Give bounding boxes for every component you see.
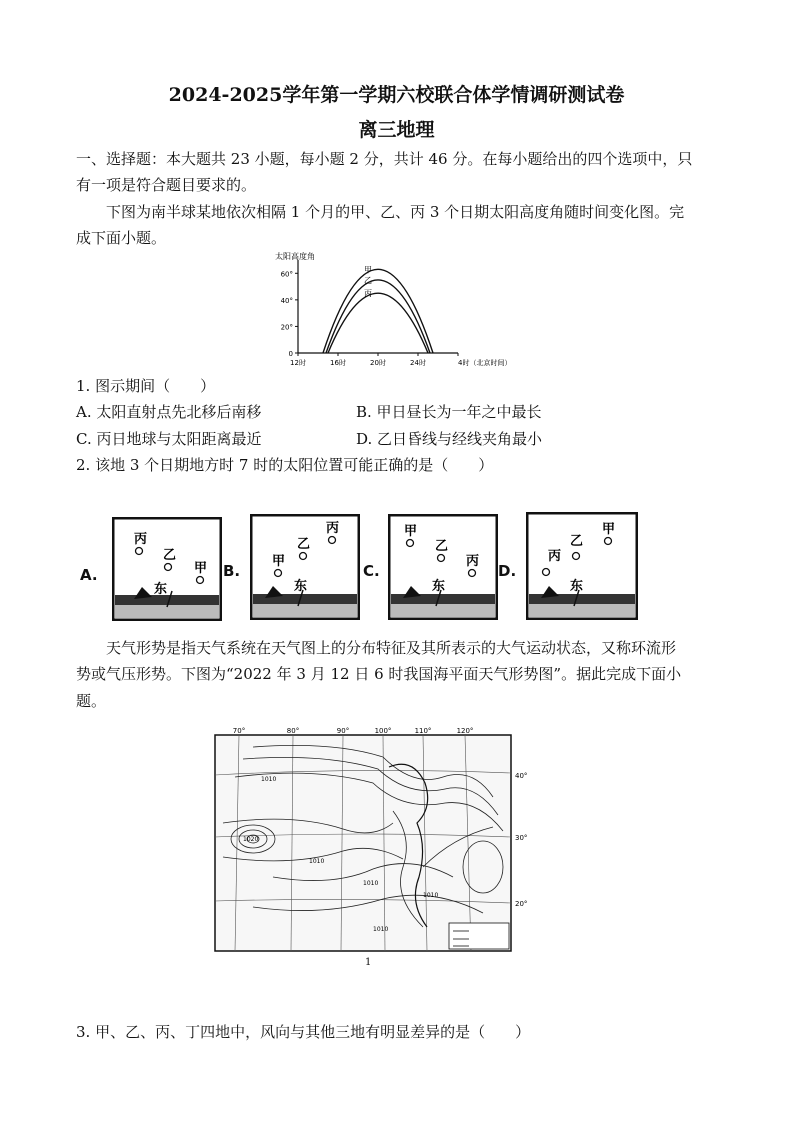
exam-title: 2024-2025学年第一学期六校联合体学情调研测试卷 [168, 84, 625, 106]
isobar-label: 1010 [309, 858, 325, 865]
series-label: 丙 [364, 289, 372, 299]
isobar-label: 1010 [261, 776, 277, 783]
series-line-1 [323, 269, 433, 353]
x-tick-label: 4时（北京时间） [458, 359, 512, 367]
sun-label: 丙 [466, 554, 480, 569]
q1-option-b[interactable]: B. 甲日昼长为一年之中最长 [356, 403, 542, 421]
y-tick-label: 0 [288, 350, 293, 358]
series-label: 甲 [364, 265, 372, 275]
exam-subtitle: 离三地理 [358, 119, 435, 141]
isobar-label: 1010 [423, 892, 439, 899]
east-label: 东 [432, 579, 446, 594]
y-tick-label: 40° [280, 296, 293, 305]
y-tick-label: 20° [280, 323, 293, 332]
east-label: 东 [154, 582, 168, 597]
q2-option-b-panel[interactable] [250, 514, 360, 620]
latitude-label: 40° [515, 772, 528, 780]
latitude-label: 20° [515, 900, 528, 908]
section2-para-line3: 题。 [76, 692, 107, 710]
q2-stem: 2. 该地 3 个日期地方时 7 时的太阳位置可能正确的是（ ） [76, 456, 494, 474]
longitude-label: 80° [286, 727, 300, 735]
sun-label: 丙 [326, 521, 340, 536]
q1-stem: 1. 图示期间（ ） [76, 377, 216, 395]
east-label: 东 [294, 579, 308, 594]
q2-option-d-panel[interactable] [526, 512, 638, 620]
y-tick-label: 60° [280, 270, 293, 279]
longitude-label: 120° [456, 727, 474, 735]
longitude-label: 100° [374, 727, 392, 735]
q2-option-d-letter[interactable]: D. [498, 562, 517, 580]
sun-label: 甲 [194, 561, 208, 576]
latitude-label: 30° [515, 834, 528, 842]
series-line-2 [326, 280, 430, 353]
q1-option-c[interactable]: C. 丙日地球与太阳距离最近 [76, 430, 262, 448]
q2-option-b-letter[interactable]: B. [223, 562, 241, 580]
sun-label: 乙 [163, 548, 177, 563]
sun-label: 乙 [435, 539, 449, 554]
q1-option-d[interactable]: D. 乙日昏线与经线夹角最小 [356, 430, 543, 448]
longitude-label: 110° [414, 727, 432, 735]
sun-altitude-chart [270, 248, 530, 370]
q2-option-a-panel[interactable] [112, 517, 222, 621]
q3-stem: 3. 甲、乙、丙、丁四地中，风向与其他三地有明显差异的是（ ） [76, 1023, 531, 1041]
sun-label: 丙 [548, 549, 562, 564]
sun-label: 甲 [602, 522, 616, 537]
q2-option-a-letter[interactable]: A. [80, 566, 98, 584]
x-tick-label: 12时 [290, 359, 306, 367]
sun-label: 丙 [134, 532, 148, 547]
sun-label: 甲 [272, 554, 286, 569]
isobar-label: 1020 [243, 836, 259, 843]
sun-label: 乙 [570, 534, 584, 549]
chart-ylabel: 太阳高度角 [275, 252, 315, 261]
section1-intro-line2: 有一项是符合题目要求的。 [76, 176, 257, 194]
longitude-label: 90° [336, 727, 350, 735]
series-label: 乙 [364, 275, 372, 285]
isobar-label: 1010 [363, 880, 379, 887]
q1-option-a[interactable]: A. 太阳直射点先北移后南移 [76, 403, 262, 421]
east-label: 东 [570, 579, 584, 594]
weather-map [213, 727, 543, 955]
sun-label: 乙 [297, 537, 311, 552]
sun-label: 甲 [404, 524, 418, 539]
section2-para-line1: 天气形势是指天气系统在天气图上的分布特征及其所表示的大气运动状态，又称环流形 [106, 639, 677, 657]
x-tick-label: 16时 [330, 359, 346, 367]
x-tick-label: 24时 [410, 359, 426, 367]
page-mark: 1 [365, 957, 372, 968]
q2-option-c-letter[interactable]: C. [363, 562, 380, 580]
section1-intro-line1: 一、选择题：本大题共 23 小题，每小题 2 分，共计 46 分。在每小题给出的四个选项中，只 [76, 150, 693, 168]
section2-para-line2: 势或气压形势。下图为“2022 年 3 月 12 日 6 时我国海平面天气形势图”。据此完成下面小 [76, 665, 682, 683]
q2-options [80, 512, 640, 624]
isobar-label: 1010 [373, 926, 389, 933]
q2-option-c-panel[interactable] [388, 514, 498, 620]
question-stem-line1: 下图为南半球某地依次相隔 1 个月的甲、乙、丙 3 个日期太阳高度角随时间变化图。完 [106, 203, 685, 221]
longitude-label: 70° [232, 727, 246, 735]
x-tick-label: 20时 [370, 359, 386, 367]
question-stem-line2: 成下面小题。 [76, 229, 167, 247]
